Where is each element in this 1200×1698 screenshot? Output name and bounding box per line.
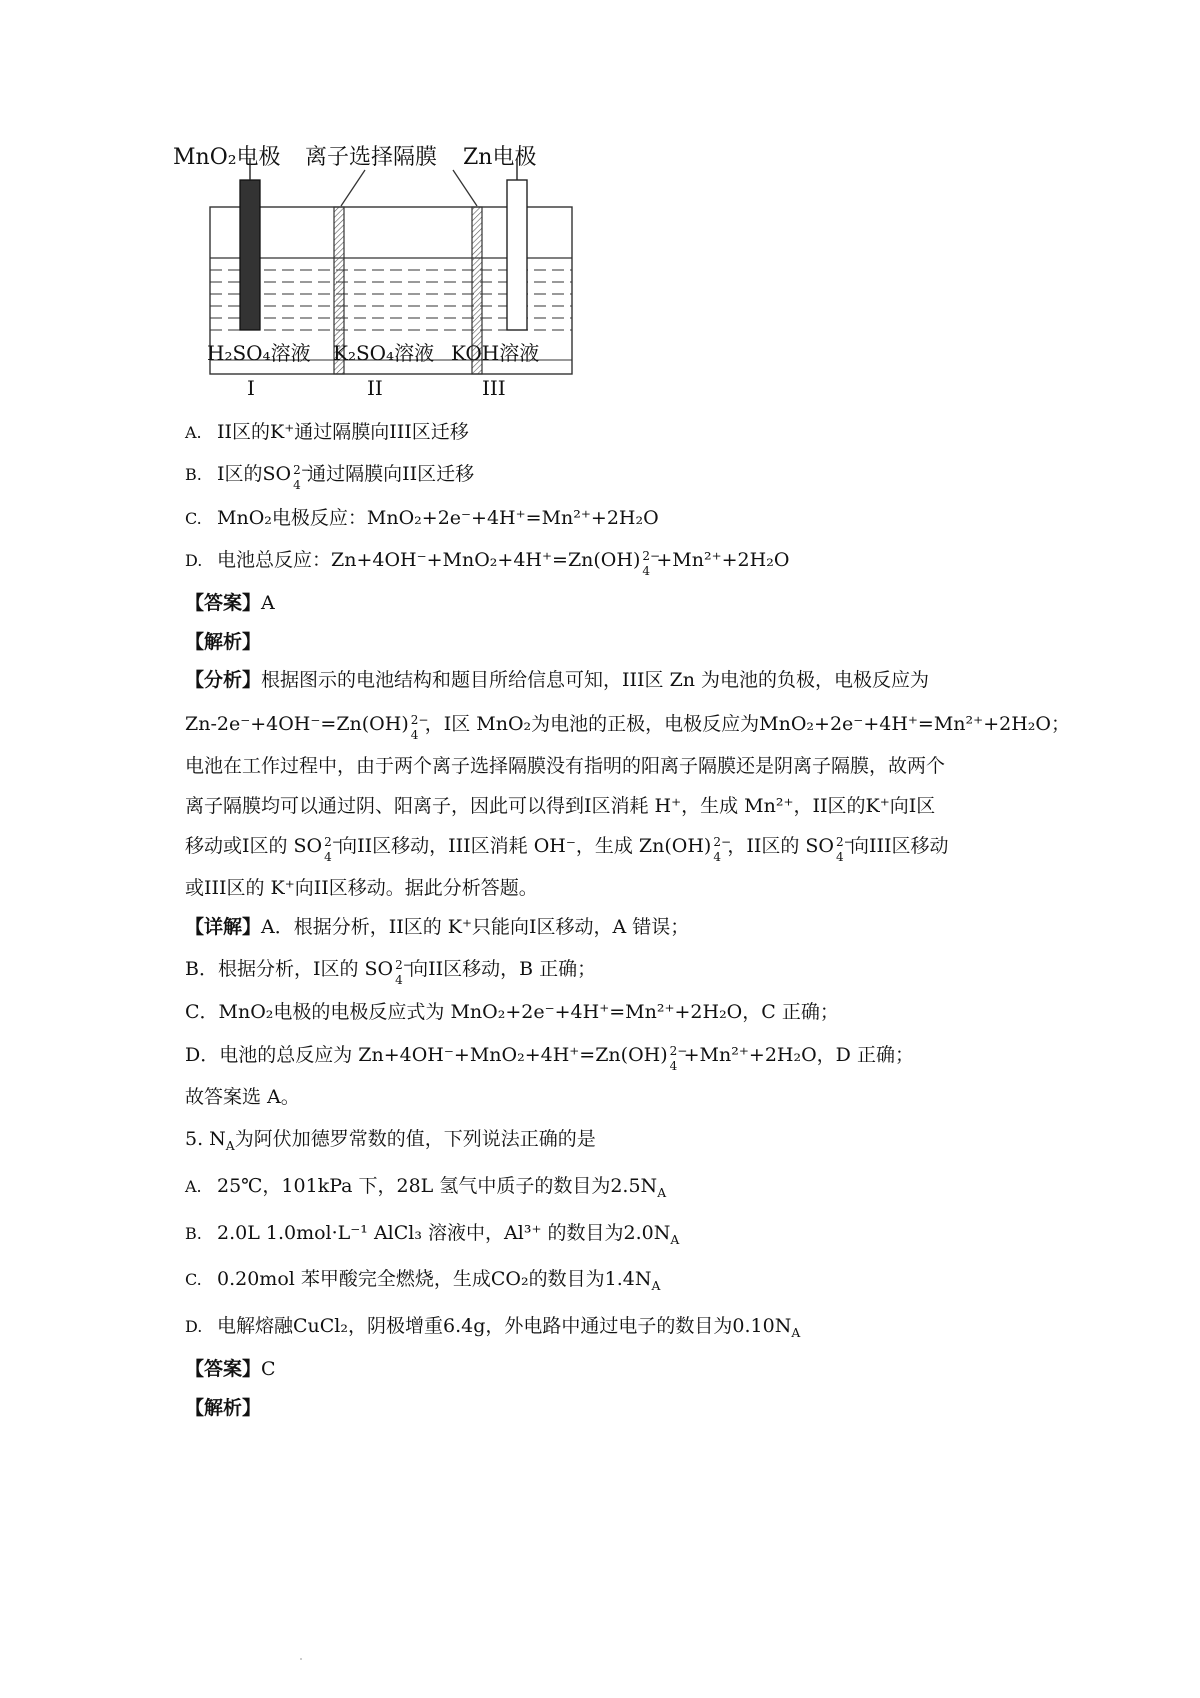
q5-option-a: A. 25℃，101kPa 下，28L 氢气中质子的数目为$2.5N_A$ xyxy=(185,1175,667,1200)
q4-analysis-line-3: 电池在工作过程中，由于两个离子选择隔膜没有指明的阳离子隔膜还是阴离子隔膜，故两个 xyxy=(185,755,946,777)
q4-option-a: A. II区的K⁺通过隔膜向III区迁移 xyxy=(185,421,469,443)
membrane-label: 离子选择隔膜 xyxy=(305,145,438,170)
zone-2-label: II xyxy=(367,376,383,400)
q4-conclusion: 故答案选 A。 xyxy=(185,1086,300,1108)
q4-detail-a: 【详解】A．根据分析，II区的 K⁺只能向I区移动，A 错误； xyxy=(185,916,690,938)
solution-h2so4: H₂SO₄溶液 xyxy=(207,341,311,365)
q5-jiexi: 【解析】 xyxy=(185,1397,262,1419)
q4-analysis-line-6: 或III区的 K⁺向II区移动。据此分析答题。 xyxy=(185,877,538,899)
q4-answer: 【答案】A xyxy=(185,592,275,614)
q4-jiexi: 【解析】 xyxy=(185,631,262,653)
q4-detail-c: C．MnO₂电极的电极反应式为 MnO₂+2e⁻+4H⁺=Mn²⁺+2H₂O，C 正确； xyxy=(185,1001,839,1023)
q4-analysis-line-2: Zn-2e⁻+4OH⁻=Zn(OH) 2− 4 ，I区 MnO₂为电池的正极，电极反应为MnO₂+2e⁻+4H⁺=Mn²⁺+2H₂O； xyxy=(185,713,1070,742)
q5-option-c: C. 0.20mol 苯甲酸完全燃烧，生成CO₂的数目为$1.4N_A$ xyxy=(185,1268,661,1293)
q4-analysis-line-5: 移动或I区的 SO 2− 4 向II区移动，III区消耗 OH⁻，生成 Zn(OH) 2− 4 ，II区的 SO 2− 4 向III区移动 xyxy=(185,835,949,864)
solution-koh: KOH溶液 xyxy=(451,341,540,365)
solution-k2so4: K₂SO₄溶液 xyxy=(333,341,435,365)
electrochemical-cell-diagram xyxy=(173,140,605,440)
footer-dot xyxy=(300,1658,302,1660)
q5-answer: 【答案】C xyxy=(185,1358,276,1380)
q4-option-b: B. I区的SO 2− 4 通过隔膜向II区迁移 xyxy=(185,463,475,492)
q4-option-d: D. 电池总反应：Zn+4OH⁻+MnO₂+4H⁺=Zn(OH) 2− 4 +Mn²⁺+2H₂O xyxy=(185,549,790,578)
q4-detail-b: B．根据分析，I区的 SO 2− 4 向II区移动，B 正确； xyxy=(185,958,597,987)
q4-option-c: C. MnO₂电极反应：MnO₂+2e⁻+4H⁺=Mn²⁺+2H₂O xyxy=(185,507,659,529)
q4-analysis-line-1: 【分析】根据图示的电池结构和题目所给信息可知，III区 Zn 为电池的负极，电极反应为 xyxy=(185,669,930,691)
zone-3-label: III xyxy=(482,376,506,400)
mno2-electrode xyxy=(240,180,260,330)
zone-1-label: I xyxy=(247,376,255,400)
q4-analysis-line-4: 离子隔膜均可以通过阴、阳离子，因此可以得到I区消耗 H⁺，生成 Mn²⁺，II区的K⁺向I区 xyxy=(185,795,936,817)
zn-electrode xyxy=(507,180,527,330)
zn-electrode-label: Zn电极 xyxy=(463,145,537,170)
q5-stem: 5. $N_A$为阿伏加德罗常数的值，下列说法正确的是 xyxy=(185,1128,596,1153)
mno2-electrode-label: MnO₂电极 xyxy=(173,145,281,170)
q4-detail-d: D．电池的总反应为 Zn+4OH⁻+MnO₂+4H⁺=Zn(OH) 2− 4 +Mn²⁺+2H₂O，D 正确； xyxy=(185,1044,914,1073)
q5-option-b: B. 2.0L 1.0mol·L⁻¹ AlCl₃ 溶液中，Al³⁺ 的数目为$2.0N_A$ xyxy=(185,1222,680,1247)
q5-option-d: D. 电解熔融CuCl₂，阴极增重6.4g，外电路中通过电子的数目为$0.10N_A$ xyxy=(185,1315,801,1340)
